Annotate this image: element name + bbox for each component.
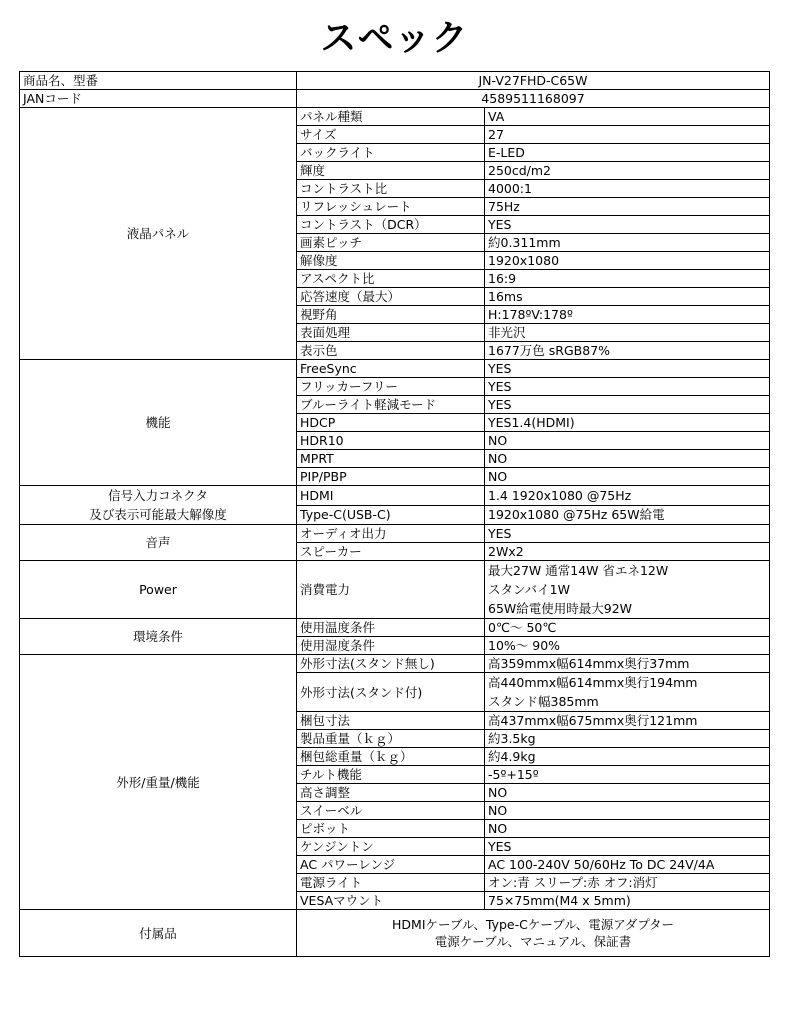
spec-label: HDMI: [297, 486, 485, 506]
spec-value: NO: [485, 450, 770, 468]
spec-value: 1.4 1920x1080 @75Hz: [485, 486, 770, 506]
spec-value-line: スタンド幅385mm: [488, 694, 599, 709]
spec-value: オン:青 スリープ:赤 オフ:消灯: [485, 874, 770, 892]
spec-value: 1920x1080 @75Hz 65W給電: [485, 505, 770, 525]
product-model-value: JN-V27FHD-C65W: [297, 72, 770, 90]
spec-label: スイーベル: [297, 802, 485, 820]
spec-label: 梱包寸法: [297, 712, 485, 730]
spec-label: 画素ピッチ: [297, 234, 485, 252]
spec-label: バックライト: [297, 144, 485, 162]
spec-label: 表示色: [297, 342, 485, 360]
spec-value: 16:9: [485, 270, 770, 288]
spec-value: 16ms: [485, 288, 770, 306]
spec-label: FreeSync: [297, 360, 485, 378]
spec-value: 高437mmx幅675mmx奥行121mm: [485, 712, 770, 730]
category-cell: 機能: [20, 360, 297, 486]
spec-label: 応答速度（最大）: [297, 288, 485, 306]
category-cell: 音声: [20, 525, 297, 561]
spec-value: 4000:1: [485, 180, 770, 198]
spec-value: YES1.4(HDMI): [485, 414, 770, 432]
spec-label: 解像度: [297, 252, 485, 270]
spec-value: 高359mmx幅614mmx奥行37mm: [485, 655, 770, 673]
jan-code-value: 4589511168097: [297, 90, 770, 108]
spec-value: 250cd/m2: [485, 162, 770, 180]
spec-value: NO: [485, 784, 770, 802]
accessories-line: HDMIケーブル、Type-Cケーブル、電源アダプター: [392, 917, 674, 932]
table-row: [20, 619, 770, 637]
table-row: [20, 561, 770, 619]
spec-value-line: 高440mmx幅614mmx奥行194mm: [488, 675, 698, 690]
spec-label: ケンジントン: [297, 838, 485, 856]
spec-label: ピボット: [297, 820, 485, 838]
spec-label: チルト機能: [297, 766, 485, 784]
spec-value: 非光沢: [485, 324, 770, 342]
spec-value: 27: [485, 126, 770, 144]
spec-value: 約4.9kg: [485, 748, 770, 766]
category-cell: [20, 486, 297, 525]
table-row: [20, 108, 770, 126]
spec-label: Type-C(USB-C): [297, 505, 485, 525]
spec-label: 梱包総重量（ｋｇ）: [297, 748, 485, 766]
spec-label: ブルーライト軽減モード: [297, 396, 485, 414]
spec-value-line: 65W給電使用時最大92W: [488, 601, 633, 616]
spec-value: VA: [485, 108, 770, 126]
spec-label: パネル種類: [297, 108, 485, 126]
spec-value: YES: [485, 838, 770, 856]
spec-value: -5º+15º: [485, 766, 770, 784]
spec-label: 視野角: [297, 306, 485, 324]
spec-label: 電源ライト: [297, 874, 485, 892]
accessories-value: [297, 910, 770, 957]
spec-value-line: スタンバイ1W: [488, 582, 570, 597]
page-title: スペック: [320, 18, 469, 59]
spec-label: HDR10: [297, 432, 485, 450]
spec-value: 1920x1080: [485, 252, 770, 270]
spec-value: 0℃～ 50℃: [485, 619, 770, 637]
spec-table: [19, 71, 770, 957]
spec-label: 外形寸法(スタンド無し): [297, 655, 485, 673]
table-row: [20, 525, 770, 543]
category-cell: 外形/重量/機能: [20, 655, 297, 910]
spec-label: 外形寸法(スタンド付): [297, 673, 485, 712]
spec-label: リフレッシュレート: [297, 198, 485, 216]
spec-label: 使用湿度条件: [297, 637, 485, 655]
spec-value: 75Hz: [485, 198, 770, 216]
spec-label: HDCP: [297, 414, 485, 432]
spec-value: YES: [485, 396, 770, 414]
spec-label: MPRT: [297, 450, 485, 468]
spec-value: [485, 673, 770, 712]
spec-label: 使用温度条件: [297, 619, 485, 637]
spec-value: AC 100-240V 50/60Hz To DC 24V/4A: [485, 856, 770, 874]
spec-value: 2Wx2: [485, 543, 770, 561]
spec-value: H:178ºV:178º: [485, 306, 770, 324]
spec-value: NO: [485, 820, 770, 838]
spec-value: YES: [485, 525, 770, 543]
row-label: JANコード: [20, 90, 297, 108]
table-row-accessories: [20, 910, 770, 957]
table-row: [20, 655, 770, 673]
category-cell: Power: [20, 561, 297, 619]
category-label-line: 及び表示可能最大解像度: [89, 507, 227, 522]
category-cell: 付属品: [20, 910, 297, 957]
spec-label: フリッカーフリー: [297, 378, 485, 396]
spec-value: NO: [485, 468, 770, 486]
category-cell: 環境条件: [20, 619, 297, 655]
row-label: 商品名、型番: [20, 72, 297, 90]
spec-label: オーディオ出力: [297, 525, 485, 543]
spec-value: NO: [485, 802, 770, 820]
spec-value: E-LED: [485, 144, 770, 162]
spec-label: 輝度: [297, 162, 485, 180]
spec-value: 約0.311mm: [485, 234, 770, 252]
table-row-product-name: [20, 72, 770, 90]
spec-label: スピーカー: [297, 543, 485, 561]
spec-value: [485, 561, 770, 619]
spec-label: コントラスト比: [297, 180, 485, 198]
spec-label: AC パワーレンジ: [297, 856, 485, 874]
spec-label: コントラスト（DCR）: [297, 216, 485, 234]
spec-value: YES: [485, 360, 770, 378]
spec-label: 製品重量（ｋｇ）: [297, 730, 485, 748]
category-cell: 液晶パネル: [20, 108, 297, 360]
spec-value: YES: [485, 378, 770, 396]
spec-value: NO: [485, 432, 770, 450]
spec-value: 1677万色 sRGB87%: [485, 342, 770, 360]
spec-label: PIP/PBP: [297, 468, 485, 486]
table-row: [20, 360, 770, 378]
spec-label: アスペクト比: [297, 270, 485, 288]
spec-value: 75×75mm(M4 x 5mm): [485, 892, 770, 910]
spec-label: サイズ: [297, 126, 485, 144]
spec-value: YES: [485, 216, 770, 234]
accessories-line: 電源ケーブル、マニュアル、保証書: [434, 934, 632, 949]
table-row: [20, 486, 770, 506]
category-label-line: 信号入力コネクタ: [108, 488, 208, 503]
spec-value: 10%～ 90%: [485, 637, 770, 655]
spec-label: 高さ調整: [297, 784, 485, 802]
table-row-jan-code: [20, 90, 770, 108]
spec-label: 消費電力: [297, 561, 485, 619]
spec-label: 表面処理: [297, 324, 485, 342]
spec-value-line: 最大27W 通常14W 省エネ12W: [488, 563, 669, 578]
spec-label: VESAマウント: [297, 892, 485, 910]
spec-value: 約3.5kg: [485, 730, 770, 748]
